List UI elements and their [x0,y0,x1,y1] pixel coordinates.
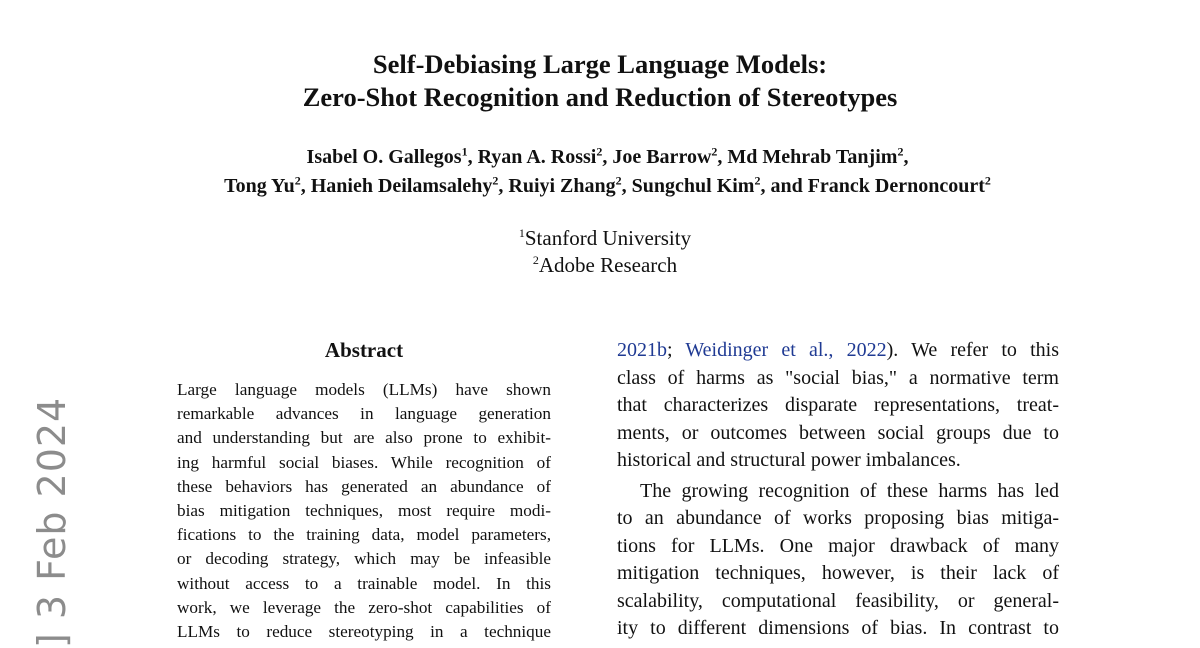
abstract-line: work, we leverage the zero-shot capabilities of [177,597,551,617]
author-name: Joe Barrow [612,146,712,168]
affiliation-mark: 2 [711,144,718,159]
author-name: Isabel O. Gallegos [306,146,462,168]
affiliation-mark: 2 [984,173,991,188]
affiliation-mark: 2 [754,173,761,188]
abstract-line: fications to the training data, model parameters, [177,525,551,545]
affiliation-1 [0,225,1200,252]
author-name: Ryan A. Rossi [477,146,597,168]
affiliations [0,225,1200,279]
author-line-1: Isabel O. Gallegos$^1$, Ryan A. Rossi$^2$, Joe Barrow$^2$, Md Mehrab Tanjim$^2$, [306,144,909,168]
abstract-line: bias mitigation techniques, most require modi- [177,501,551,521]
intro-line-rest: ). We refer to this [886,339,1060,361]
arxiv-date-stamp: ] 3 Feb 2024 [30,396,74,648]
author-name: Md Mehrab Tanjim [727,146,898,168]
author-name: Ruiyi Zhang [508,175,616,197]
abstract-line: remarkable advances in language generation [177,404,551,424]
affiliation-number: 2 [532,253,539,267]
title-line-1: Self-Debiasing Large Language Models: [372,49,828,79]
abstract-line: and understanding but are also prone to exhibit- [177,428,551,448]
intro-line: ments, or outcomes between social groups due to [617,421,1059,444]
author-name: and Franck Dernoncourt [770,175,985,197]
abstract-line: without access to a trainable model. In this [177,573,551,593]
affiliation-2 [0,252,1200,279]
intro-column [617,337,1059,643]
intro-line: mitigation techniques, however, is their lack of [617,562,1059,584]
citation-link[interactable]: 2021b [617,339,667,361]
intro-line: tions for LLMs. One major drawback of many [617,534,1059,557]
abstract-body [177,378,551,644]
intro-line: that characterizes disparate representations, treat- [617,394,1059,416]
intro-line: scalability, computational feasibility, or general- [617,589,1059,612]
affiliation-number: 1 [518,226,525,240]
intro-line: ity to different dimensions of bias. In contrast to [617,617,1059,639]
abstract-heading: Abstract [324,338,404,362]
affiliation-mark: 2 [897,144,904,159]
affiliation-name: Stanford University [524,226,692,250]
affiliation-mark: 2 [596,144,603,159]
affiliation-mark: 2 [294,173,301,188]
citation-separator: ; [667,339,686,361]
author-name: Hanieh Deilamsalehy [310,175,493,197]
title-line-2: Zero-Shot Recognition and Reduction of Stereotypes [302,82,898,112]
intro-line: to an abundance of works proposing bias mitiga- [617,507,1059,529]
affiliation-mark: 2 [615,173,622,188]
author-name: Sungchul Kim [631,175,755,197]
intro-line [617,337,1059,365]
author-line-2: Tong Yu$^2$, Hanieh Deilamsalehy$^2$, Ruiyi Zhang$^2$, Sungchul Kim$^2$, and Franck Dernoncourt$^2$ [224,173,991,197]
abstract-line: Large language models (LLMs) have shown [177,380,551,399]
intro-line: class of harms as "social bias," a normative term [617,366,1059,389]
affiliation-mark: 2 [492,173,499,188]
abstract-line: these behaviors has generated an abundance of [177,476,551,496]
author-list [0,143,1200,201]
paper-title [0,48,1200,114]
abstract-line: LLMs to reduce stereotyping in a technique [177,622,551,642]
abstract-line: or decoding strategy, which may be infeasible [177,549,551,569]
abstract-line: ing harmful social biases. While recognition of [177,452,551,472]
affiliation-mark: 1 [461,144,468,159]
affiliation-name: Adobe Research [538,253,678,277]
intro-line: The growing recognition of these harms has led [640,479,1059,502]
author-name: Tong Yu [224,175,295,197]
citation-link[interactable]: Weidinger et al., 2022 [685,339,887,361]
intro-line: historical and structural power imbalances. [617,449,961,471]
